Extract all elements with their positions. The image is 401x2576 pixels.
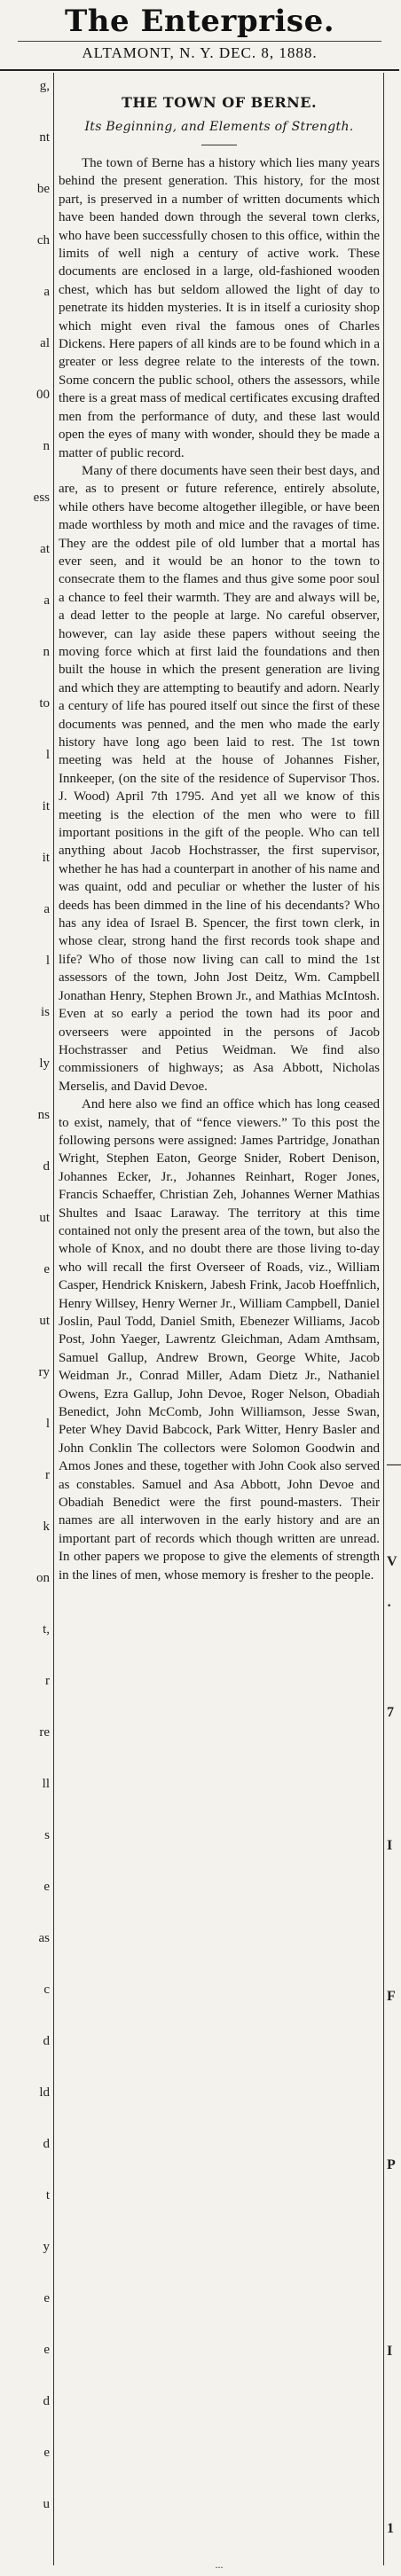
left-column-fragment: ll bbox=[42, 1777, 50, 1791]
left-column-fragment: l bbox=[45, 748, 50, 762]
article-headline: THE TOWN OF BERNE. bbox=[121, 94, 318, 111]
right-column-fragment: 1 bbox=[387, 2521, 394, 2536]
dateline: ALTAMONT, N. Y. DEC. 8, 1888. bbox=[82, 44, 318, 61]
left-column-fragment: ut bbox=[39, 1314, 50, 1328]
article-paragraph: And here also we find an office which has long ceased to exist, namely, that of “fence viewers.” To this post the following persons were assigned: James Partridge, Jonathan Wright, Stephen Eaton, George Snider, Robert Denison, Johannes Ecker, Jr., Johannes Reinhart, Roger Jones, Francis Schaeffer, Christian Zeh, Johannes Werner Mathias Shultes and Isaac Laraway. The territory at this time contained not only the present area of the town, but also the whole of Knox, and no doubt there are those living to-day who will recall the first Overseer of Roads, viz., William Casper, Hendrick Kniskern, Jabesh Frink, Jacob Hoeffnlich, Henry Willsey, Henry Werner Jr., William Campbell, Daniel Joslin, Paul Todd, Daniel Smith, Ebenezer Williams, Jacob Post, John Yaeger, Lawrentz Gleichman, Adam Amthsam, Samuel Gallup, Andrew Brown, George White, Jacob Weidman Jr., Conrad Miller, Adam Dietz Jr., Nathaniel Owens, Ezra Gallup, John Devoe, Roger Nelson, Obadiah Benedict, John McComb, John Williamson, Jesse Swan, Peter Whey David Babcock, Park Witter, Henry Basler and John Conklin The collectors were Solomon Goodwin and Amos Jones and these, together with John Cook also served as constables. Samuel and Asa Abbott, John Devoe and Obadiah Benedict were the first pound-masters. Their names are all interwoven in the early history and are an important part of records which though written are unread. In other papers we propose to give the elements of strength in the lines of men, whose memory is fresher to the people. bbox=[59, 1097, 380, 1583]
left-column-fragment: k bbox=[43, 1520, 50, 1534]
left-column-fragment: u bbox=[43, 2497, 50, 2511]
left-column-fragment: ry bbox=[38, 1365, 50, 1379]
article bbox=[59, 76, 380, 1584]
left-column-fragment: to bbox=[39, 696, 50, 711]
left-column-fragment: d bbox=[43, 2394, 50, 2408]
left-column-fragment: e bbox=[43, 1262, 50, 1276]
left-column-fragment: e bbox=[43, 2291, 50, 2305]
article-paragraph: The town of Berne has a history which lies many years behind the present generation. This history, for the most part, is preserved in a number of written documents which have been handed down through the several town clerks, who have been successfully chosen to this office, within the limits of well nigh a century of active work. These documents are enclosed in a large, old-fashioned wooden chest, which has but seldom allowed the light of day to penetrate its hidden mysteries. It is in itself a curiosity shop which might even rival the famous ones of Charles Dickens. Here papers of all kinds are to be found which in a greater or less degree relate to the interests of the town. Some concern the public school, others the assessors, while there is a great mass of medical certificates excusing drafted men from the performance of duty, and these last would open the eyes of many with wonder, should they be made a matter of public record. bbox=[59, 156, 380, 460]
left-column-fragment: s bbox=[44, 1828, 50, 1842]
left-column-fragment: ns bbox=[37, 1108, 50, 1122]
left-column-fragment: e bbox=[43, 2343, 50, 2357]
left-column-fragment: ut bbox=[39, 1211, 50, 1225]
left-column-fragment: nt bbox=[39, 130, 50, 145]
left-column-fragment: ly bbox=[39, 1056, 50, 1071]
adjacent-column-right bbox=[383, 73, 400, 2565]
masthead-rule bbox=[18, 41, 381, 42]
right-column-fragment: 7 bbox=[387, 1705, 394, 1720]
left-column-fragment: ch bbox=[36, 233, 50, 247]
left-column-fragment: e bbox=[43, 1880, 50, 1894]
left-column-fragment: be bbox=[36, 182, 50, 196]
left-column-fragment: r bbox=[45, 1674, 50, 1688]
left-column-fragment: ess bbox=[33, 491, 50, 505]
right-column-fragment: F bbox=[387, 1989, 396, 2004]
article-body bbox=[59, 154, 380, 1584]
right-column-fragment: V bbox=[387, 1554, 397, 1569]
left-column-fragment: at bbox=[40, 542, 50, 556]
left-column-fragment: a bbox=[43, 593, 50, 608]
masthead-title: The Enterprise. bbox=[64, 4, 335, 39]
left-column-fragment: it bbox=[42, 799, 50, 813]
left-column-fragment: t, bbox=[43, 1622, 50, 1637]
left-column-fragment: re bbox=[39, 1725, 50, 1740]
left-column-fragment: n bbox=[43, 439, 50, 453]
left-column-fragment: a bbox=[43, 902, 50, 916]
right-column-fragment: I bbox=[387, 1838, 393, 1853]
next-article-fragment: ... bbox=[215, 2558, 224, 2571]
left-column-fragment: n bbox=[43, 645, 50, 659]
right-column-fragment: · bbox=[387, 1598, 392, 1614]
left-column-fragment: a bbox=[43, 285, 50, 299]
left-column-fragment: l bbox=[45, 1417, 50, 1431]
left-column-fragment: al bbox=[40, 336, 50, 350]
article-paragraph: Many of there documents have seen their best days, and are, as to present or future reference, entirely absolute, while others have become altogether illegible, or have been made worthless by moth and mice and the ravages of time. They are the oddest pile of old lumber that a mortal has ever seen, and it would be an honor to the town to consecrate them to the flames and thus give some poor soul a chance to feel their warmth. They are and always will be, a dead letter to the people at large. No careful observer, however, can lay aside these papers without seeing the moving force which at first laid the foundations and then built the house in which the present generation are living and which they are attempting to beautify and adorn. Nearly a century of life has poured itself out since the first of these documents was penned, and the men who made the early history have long ago been laid to rest. The 1st town meeting was held at the house of Johannes Fisher, Innkeeper, (on the site of the residence of Supervisor Thos. J. Wood) April 7th 1795. And yet all we know of this meeting is the election of the men who were to fill important positions in the gift of the people. Who can tell anything about Jacob Hochstrasser, the first supervisor, whether he has had a counterpart in another of his name and was quaint, odd and peculiar or whether the luster of his deeds has been dimmed in the line of his decendants? Who has any idea of Israel B. Spencer, the first town clerk, in whose clear, strong hand the first records took shape and life? Who of those now living can call to mind the 1st assessors of the town, John Jost Deitz, Wm. Campbell Jonathan Henry, Stephen Brown Jr., and Mathias McIntosh. Even at so early a period the town had its poor and overseers were appointed in the persons of Jacob Hochstrasser and Petius Weidman. We find also commissioners of highways; as Asa Abbott, Nicholas Merselis, and David Devoe. bbox=[59, 463, 380, 1094]
right-column-fragment: P bbox=[387, 2157, 396, 2172]
article-subhead: Its Beginning, and Elements of Strength. bbox=[84, 120, 354, 134]
left-column-fragment: d bbox=[43, 2034, 50, 2048]
left-column-fragment: as bbox=[38, 1931, 50, 1945]
left-column-fragment: l bbox=[45, 954, 50, 968]
left-column-fragment: on bbox=[36, 1571, 50, 1585]
left-column-fragment: d bbox=[43, 1159, 50, 1174]
left-column-fragment: y bbox=[43, 2240, 50, 2254]
left-column-fragment: c bbox=[43, 1983, 50, 1997]
adjacent-column-left bbox=[0, 73, 54, 2565]
left-column-fragment: r bbox=[45, 1468, 50, 1482]
left-column-fragment: g, bbox=[39, 79, 50, 93]
right-column-fragment: — bbox=[387, 1457, 401, 1472]
left-column-fragment: 00 bbox=[36, 388, 50, 402]
masthead bbox=[0, 0, 399, 71]
left-column-fragment: is bbox=[40, 1005, 50, 1019]
left-column-fragment: t bbox=[45, 2188, 50, 2203]
right-column-fragment: I bbox=[387, 2344, 393, 2359]
left-column-fragment: ld bbox=[39, 2085, 50, 2100]
left-column-fragment: d bbox=[43, 2137, 50, 2151]
left-column-fragment: it bbox=[42, 851, 50, 865]
left-column-fragment: e bbox=[43, 2446, 50, 2460]
